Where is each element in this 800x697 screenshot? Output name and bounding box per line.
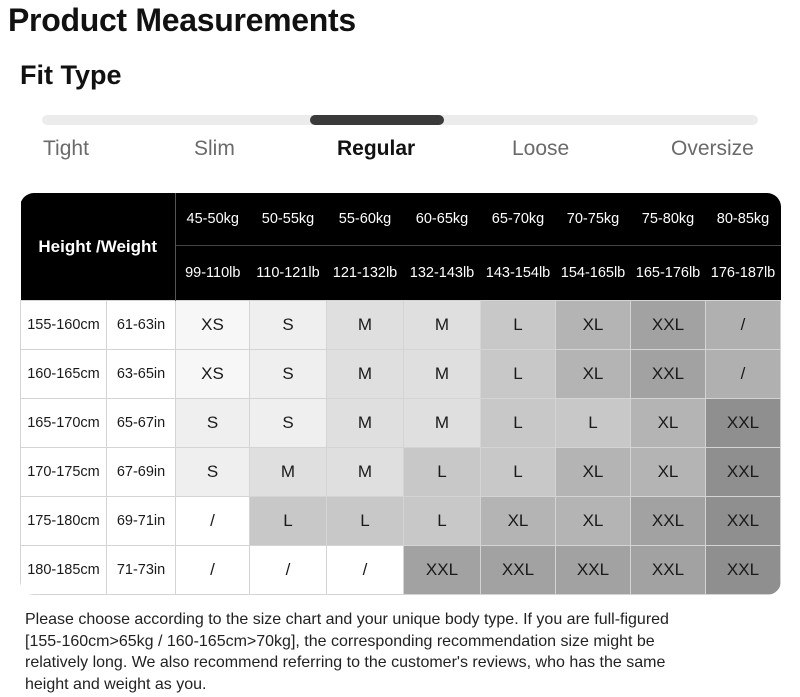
size-cell: / (176, 546, 250, 595)
table-row (21, 350, 781, 399)
size-cell: S (250, 350, 327, 399)
weight-lb-header: 154-165lb (556, 246, 631, 301)
size-cell: XL (556, 448, 631, 497)
size-cell: L (404, 448, 481, 497)
size-cell: S (176, 448, 250, 497)
height-in-cell: 71-73in (107, 546, 176, 595)
size-cell: L (481, 350, 556, 399)
weight-kg-header: 70-75kg (556, 193, 631, 246)
note-line: [155-160cm>65kg / 160-165cm>70kg], the corresponding recommendation size might be (25, 632, 655, 650)
size-cell: / (706, 301, 781, 350)
table-row (21, 497, 781, 546)
weight-lb-header: 132-143lb (404, 246, 481, 301)
height-cm-cell: 180-185cm (21, 546, 107, 595)
size-cell: L (556, 399, 631, 448)
weight-lb-header: 99-110lb (176, 246, 250, 301)
note-line: Please choose according to the size chart and your unique body type. If you are full-figured (25, 611, 669, 628)
size-cell: XL (481, 497, 556, 546)
size-cell: M (327, 301, 404, 350)
note-line: height and weight as you. (25, 675, 207, 693)
height-in-cell: 69-71in (107, 497, 176, 546)
size-cell: / (327, 546, 404, 595)
size-advice-note (25, 609, 795, 695)
size-cell: XS (176, 350, 250, 399)
size-cell: XXL (706, 497, 781, 546)
fit-option-regular: Regular (337, 137, 416, 160)
weight-kg-header: 55-60kg (327, 193, 404, 246)
size-cell: S (250, 399, 327, 448)
size-cell: L (404, 497, 481, 546)
size-cell: M (404, 301, 481, 350)
fit-type-slider-indicator (310, 115, 444, 125)
size-cell: XXL (404, 546, 481, 595)
weight-kg-header: 60-65kg (404, 193, 481, 246)
table-row (21, 301, 781, 350)
weight-lb-header: 176-187lb (706, 246, 781, 301)
size-cell: / (176, 497, 250, 546)
size-cell: XS (176, 301, 250, 350)
size-cell: M (327, 448, 404, 497)
size-cell: XXL (631, 497, 706, 546)
size-cell: XL (556, 301, 631, 350)
size-cell: XXL (631, 301, 706, 350)
size-cell: XXL (481, 546, 556, 595)
size-cell: M (327, 350, 404, 399)
height-in-cell: 63-65in (107, 350, 176, 399)
size-cell: XL (631, 448, 706, 497)
size-cell: XXL (631, 350, 706, 399)
table-row (21, 546, 781, 595)
size-cell: L (481, 399, 556, 448)
size-chart-table (20, 193, 781, 595)
fit-option-slim: Slim (194, 137, 235, 160)
height-cm-cell: 160-165cm (21, 350, 107, 399)
size-cell: XL (631, 399, 706, 448)
size-cell: L (327, 497, 404, 546)
size-cell: XXL (706, 546, 781, 595)
size-cell: L (250, 497, 327, 546)
table-row (21, 399, 781, 448)
height-in-cell: 65-67in (107, 399, 176, 448)
height-cm-cell: 155-160cm (21, 301, 107, 350)
fit-option-loose: Loose (512, 137, 570, 160)
fit-option-oversize: Oversize (671, 137, 754, 160)
size-cell: M (404, 350, 481, 399)
weight-kg-header: 75-80kg (631, 193, 706, 246)
note-line: relatively long. We also recommend referring to the customer's reviews, who has the same (25, 654, 666, 671)
size-cell: XXL (706, 399, 781, 448)
weight-lb-header: 110-121lb (250, 246, 327, 301)
page-title: Product Measurements (8, 2, 356, 38)
size-cell: S (250, 301, 327, 350)
size-cell: S (176, 399, 250, 448)
weight-kg-header: 65-70kg (481, 193, 556, 246)
weight-lb-header: 165-176lb (631, 246, 706, 301)
fit-option-tight: Tight (43, 137, 89, 160)
size-cell: M (250, 448, 327, 497)
size-cell: XXL (556, 546, 631, 595)
size-cell: L (481, 301, 556, 350)
table-corner-header: Height /Weight (21, 193, 176, 301)
size-cell: XXL (706, 448, 781, 497)
height-in-cell: 67-69in (107, 448, 176, 497)
height-cm-cell: 175-180cm (21, 497, 107, 546)
weight-lb-header: 121-132lb (327, 246, 404, 301)
weight-kg-header: 50-55kg (250, 193, 327, 246)
fit-type-heading: Fit Type (20, 60, 122, 90)
weight-kg-header: 45-50kg (176, 193, 250, 246)
height-in-cell: 61-63in (107, 301, 176, 350)
size-cell: XXL (631, 546, 706, 595)
size-cell: XL (556, 350, 631, 399)
table-row (21, 448, 781, 497)
size-chart-body (21, 301, 781, 595)
size-cell: / (250, 546, 327, 595)
height-cm-cell: 165-170cm (21, 399, 107, 448)
size-cell: / (706, 350, 781, 399)
size-cell: M (327, 399, 404, 448)
size-cell: L (481, 448, 556, 497)
weight-kg-header: 80-85kg (706, 193, 781, 246)
weight-lb-header: 143-154lb (481, 246, 556, 301)
height-cm-cell: 170-175cm (21, 448, 107, 497)
size-cell: XL (556, 497, 631, 546)
size-cell: M (404, 399, 481, 448)
